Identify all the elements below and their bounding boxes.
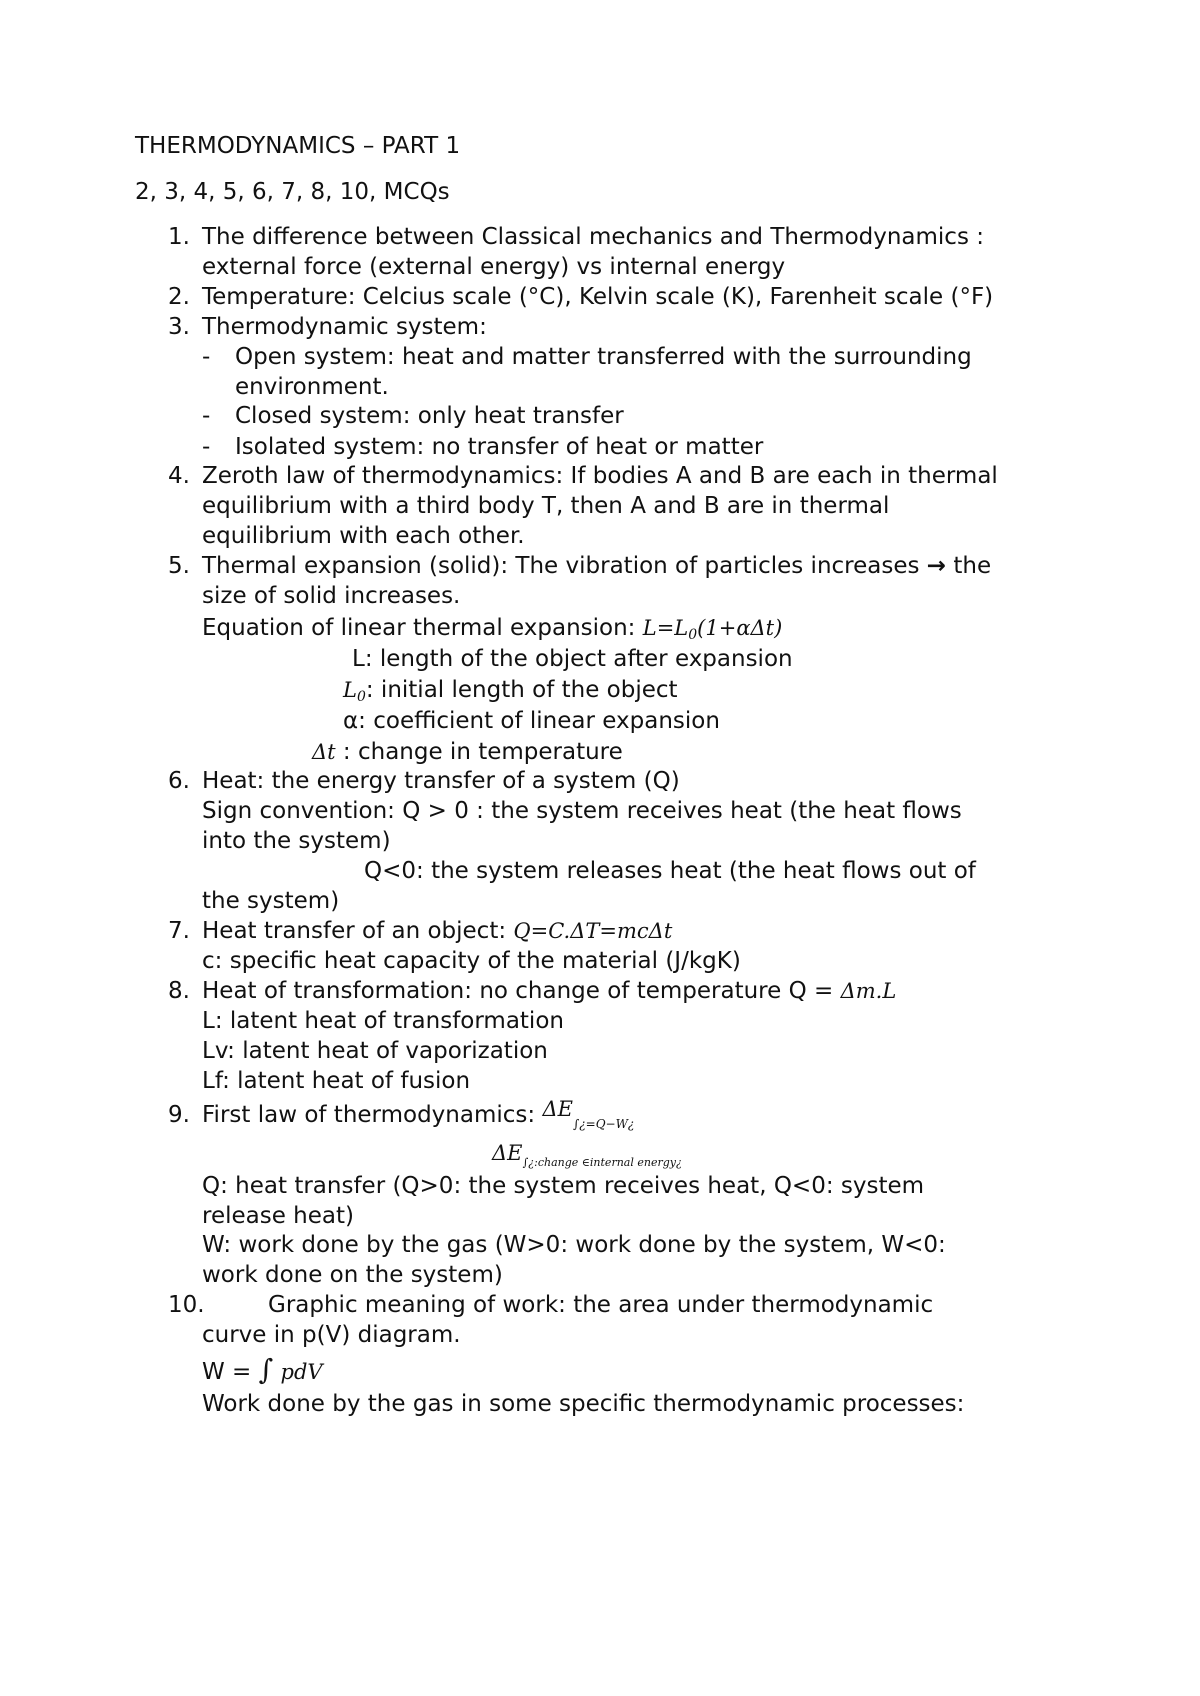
item-5-number: 5. (168, 553, 190, 579)
bullet-isolated-system: Isolated system: no transfer of heat or matter (235, 434, 764, 460)
item-9-text: First law of thermodynamics: (202, 1102, 536, 1128)
bullet-open-system-line-2: environment. (235, 374, 389, 400)
right-arrow-icon: → (926, 553, 947, 579)
item-9-line-5: work done on the system) (202, 1262, 503, 1288)
definition-delta-t (312, 737, 623, 767)
work-expression: pdV (280, 1360, 323, 1384)
item-7-line-2: c: specific heat capacity of the material (J/kgK) (202, 948, 741, 974)
item-8-number: 8. (168, 978, 190, 1004)
symbol-delta-t: Δt (312, 740, 336, 764)
definition-delta-t-text: : change in temperature (335, 739, 623, 765)
item-5-line-1-tail: the (953, 553, 992, 579)
symbol-L0: L (343, 678, 357, 702)
item-8-text: Heat of transformation: no change of temperature Q = (202, 978, 834, 1004)
item-9-line-3: release heat) (202, 1203, 354, 1229)
delta-e-symbol: ΔE (492, 1141, 523, 1165)
item-6-number: 6. (168, 768, 190, 794)
first-law-subscript: ∫¿=Q−W¿ (572, 1117, 635, 1131)
bullet-dash: - (202, 344, 211, 370)
first-law-delta-e: ΔE (542, 1097, 573, 1121)
item-3-number: 3. (168, 314, 190, 340)
item-9-line-1 (202, 1097, 635, 1139)
equation-equals: = (656, 616, 675, 640)
item-10-line-2: curve in p(V) diagram. (202, 1322, 461, 1348)
item-6-line-3: into the system) (202, 828, 391, 854)
symbol-L0-subscript: 0 (356, 689, 366, 705)
item-9-number: 9. (168, 1102, 190, 1128)
work-label: W = (202, 1359, 252, 1385)
item-5-line-2: size of solid increases. (202, 583, 461, 609)
item-4-number: 4. (168, 463, 190, 489)
item-10-line-1: Graphic meaning of work: the area under thermodynamic (268, 1292, 934, 1318)
item-5-line-1 (202, 551, 991, 581)
item-2-number: 2. (168, 284, 190, 310)
item-4-line-2: equilibrium with a third body T, then A and B are in thermal (202, 493, 890, 519)
document-title: THERMODYNAMICS – PART 1 (135, 133, 461, 159)
item-3-line-1: Thermodynamic system: (202, 314, 487, 340)
integral-icon: ∫ (258, 1353, 274, 1386)
delta-e-subscript: ∫¿:change ∈internal energy¿ (522, 1156, 682, 1169)
equation-L: L (642, 616, 657, 640)
item-8-line-2: L: latent heat of transformation (202, 1008, 564, 1034)
item-9-line-2: Q: heat transfer (Q>0: the system receives heat, Q<0: system (202, 1173, 925, 1199)
item-6-line-5: the system) (202, 888, 340, 914)
item-8-line-1 (202, 976, 896, 1006)
item-1-number: 1. (168, 224, 190, 250)
item-7-number: 7. (168, 918, 190, 944)
item-6-line-2: Sign convention: Q > 0 : the system receives heat (the heat flows (202, 798, 962, 824)
latent-heat-equation: Δm.L (840, 979, 897, 1003)
document-subtitle: 2, 3, 4, 5, 6, 7, 8, 10, MCQs (135, 179, 450, 205)
bullet-closed-system: Closed system: only heat transfer (235, 403, 624, 429)
bullet-dash: - (202, 434, 211, 460)
definition-L: L: length of the object after expansion (352, 646, 793, 672)
item-2-line-1: Temperature: Celcius scale (°C), Kelvin scale (K), Farenheit scale (°F) (202, 284, 994, 310)
item-10-line-3: Work done by the gas in some specific thermodynamic processes: (202, 1391, 965, 1417)
item-5-line-1-text: Thermal expansion (solid): The vibration of particles increases (202, 553, 920, 579)
bullet-open-system-line-1: Open system: heat and matter transferred with the surrounding (235, 344, 972, 370)
equation-label: Equation of linear thermal expansion: (202, 615, 636, 641)
equation-rest: (1+αΔt) (697, 616, 783, 640)
bullet-dash: - (202, 403, 211, 429)
item-8-line-4: Lf: latent heat of fusion (202, 1068, 471, 1094)
item-6-line-4: Q<0: the system releases heat (the heat flows out of (364, 858, 976, 884)
work-integral (202, 1355, 323, 1387)
item-7-text: Heat transfer of an object: (202, 918, 507, 944)
item-6-line-1: Heat: the energy transfer of a system (Q) (202, 768, 680, 794)
equation-L0-subscript: 0 (688, 627, 698, 643)
item-9-line-4: W: work done by the gas (W>0: work done by the system, W<0: (202, 1232, 946, 1258)
definition-alpha: α: coefficient of linear expansion (343, 708, 720, 734)
heat-transfer-equation: Q=C.ΔT=mcΔt (513, 919, 673, 943)
definition-L0-text: : initial length of the object (365, 677, 678, 703)
item-1-line-1: The difference between Classical mechanics and Thermodynamics : (202, 224, 984, 250)
item-10-number: 10. (168, 1292, 205, 1318)
item-1-line-2: external force (external energy) vs internal energy (202, 254, 786, 280)
item-7-line-1 (202, 916, 672, 946)
item-8-line-3: Lv: latent heat of vaporization (202, 1038, 548, 1064)
item-4-line-1: Zeroth law of thermodynamics: If bodies A and B are each in thermal (202, 463, 998, 489)
equation-L0: L (674, 616, 689, 640)
item-4-line-3: equilibrium with each other. (202, 523, 525, 549)
